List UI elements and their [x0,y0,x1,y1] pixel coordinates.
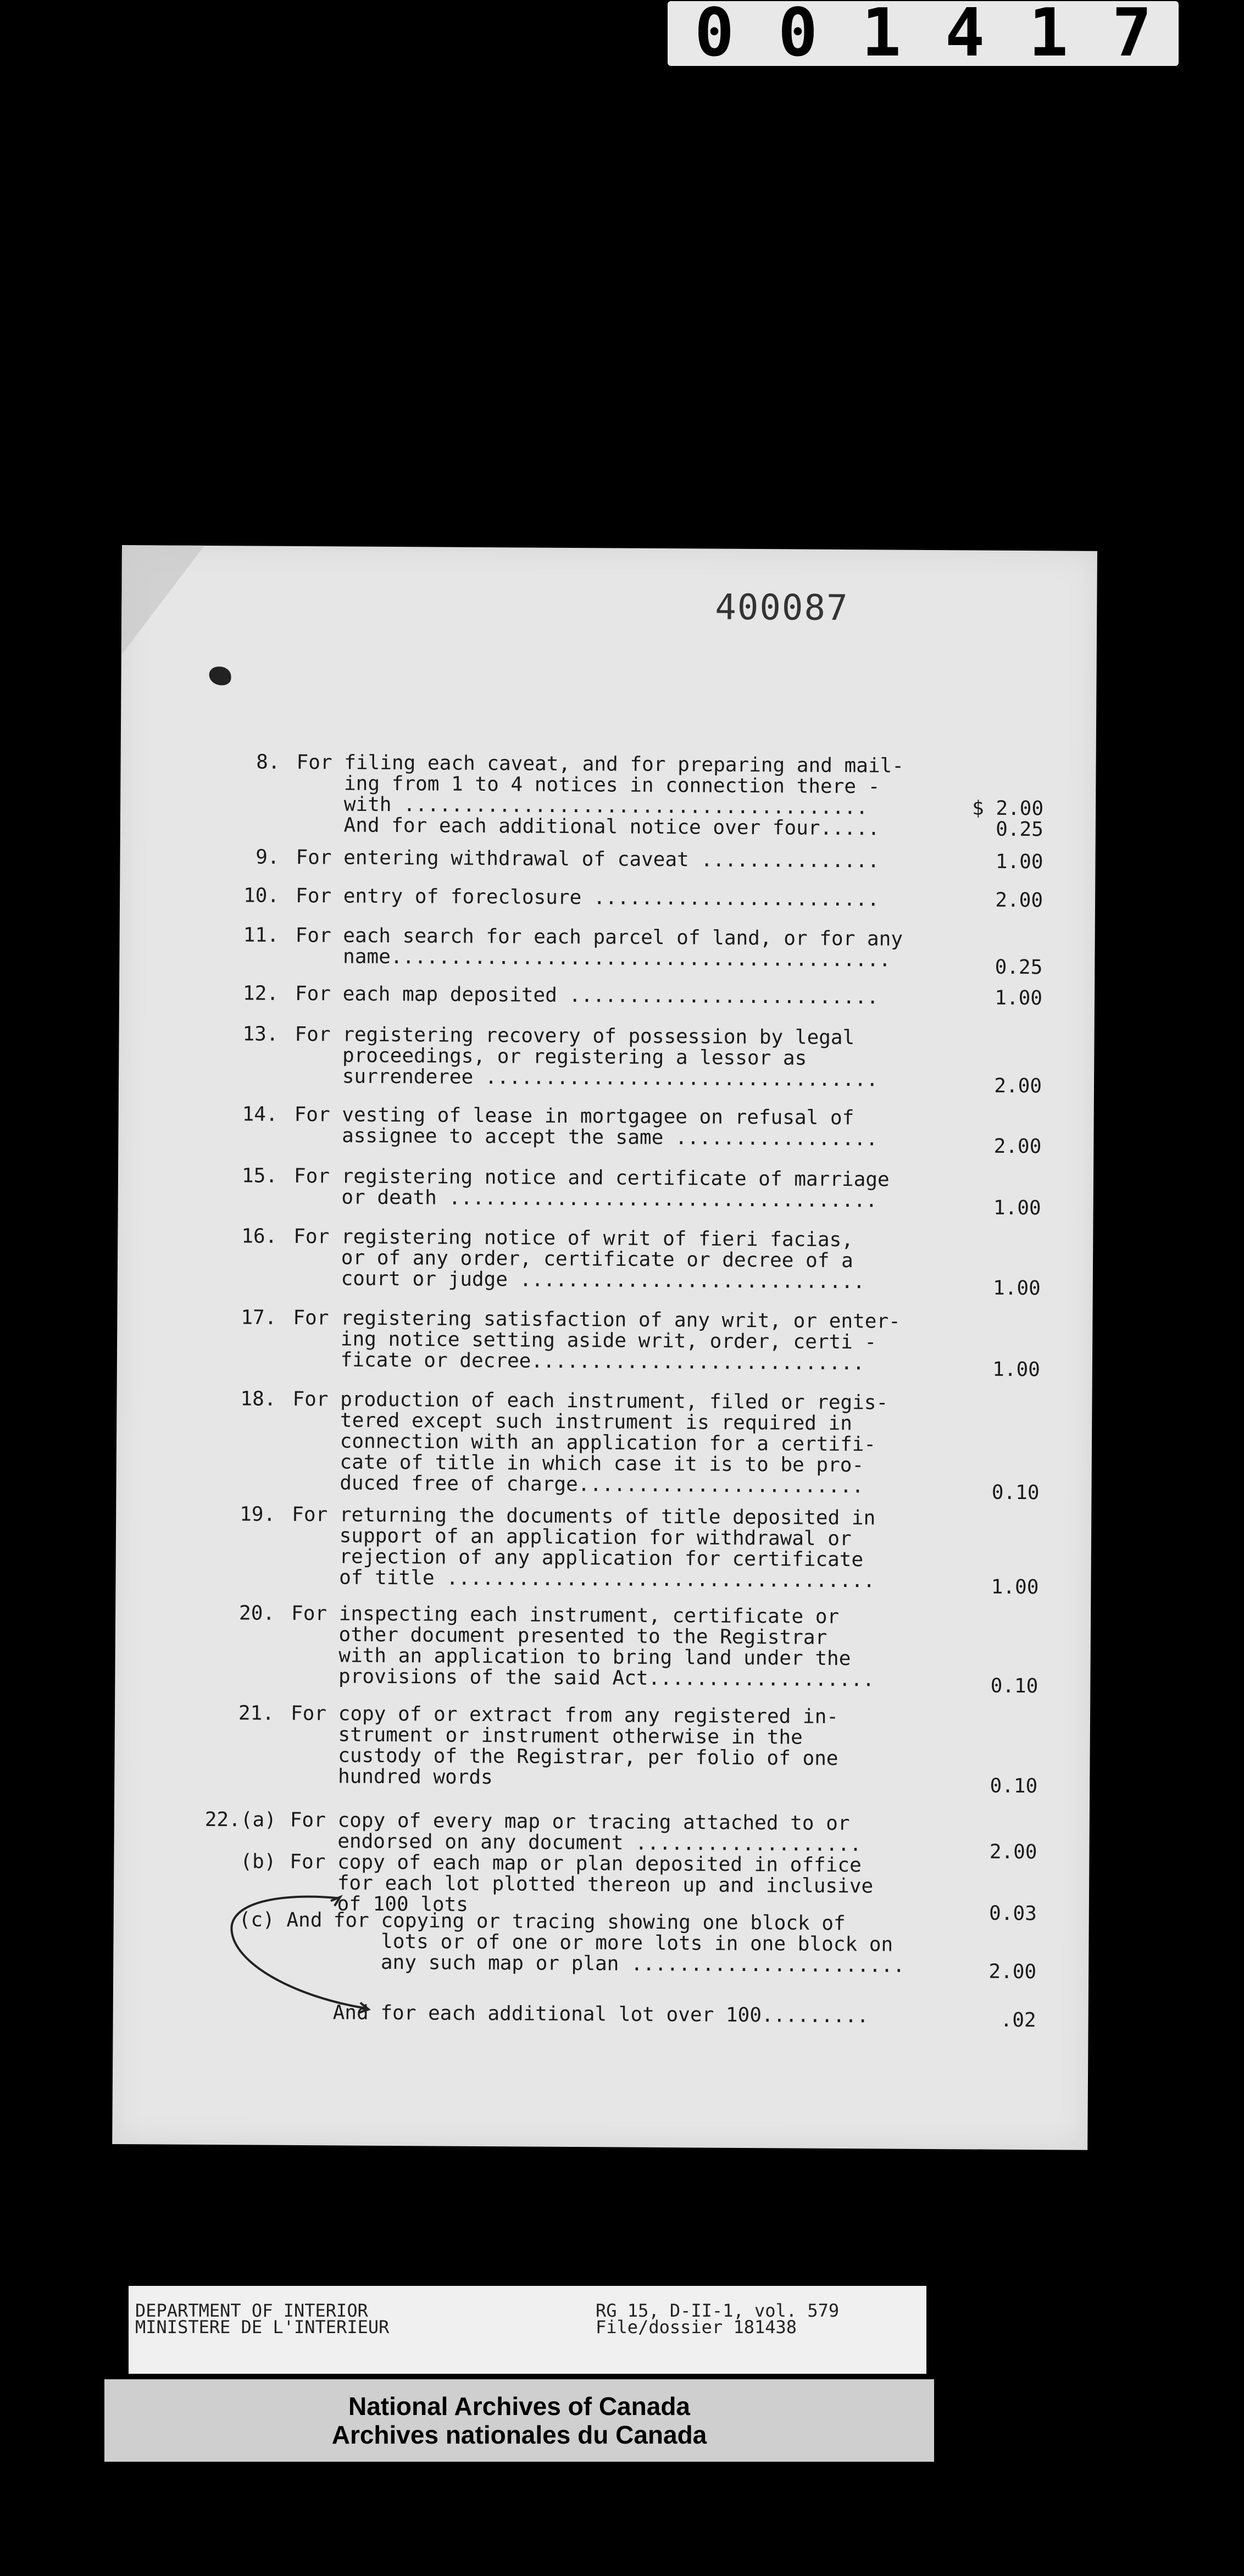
file-reference: RG 15, D-II-1, vol. 579 File/dossier 181438 [596,2300,840,2338]
entry-fee: 1.00 [992,1276,1041,1300]
sub-label: (c) And [238,1908,323,1932]
entry-line: or death .................................... [293,1185,878,1212]
fee-entry [116,1503,1091,1599]
fee-entry [117,1387,1092,1504]
entry-line: support of an application for withdrawal or [291,1524,852,1551]
entry-line: or of any order, certificate or decree of a [293,1246,853,1273]
entry-line: any such map or plan ....................... [333,1951,905,1977]
entry-line: other document presented to the Registrar [291,1623,828,1649]
entry-fee: 1.00 [991,1575,1039,1599]
entry-fee: $ 2.00 [971,797,1044,820]
entry-line: For filing each caveat, and for preparing and mail- [296,751,904,778]
entry-text [295,925,927,971]
archive-reference-label [129,2286,926,2374]
entry-line: cate of title in which case it is to be pro- [292,1450,864,1477]
entry-line: For production of each instrument, filed or regis- [292,1387,888,1414]
entry-number: 11. [243,924,279,947]
entry-number: 8. [256,751,280,774]
entry-line: For copy of or extract from any registered in- [290,1702,839,1729]
entry-text [295,1024,927,1091]
entry-fee: 2.00 [993,1135,1042,1158]
entry-line: provisions of the said Act................... [291,1664,875,1691]
entry-fee: 0.10 [991,1481,1040,1504]
fee-entry-22 [114,1808,1090,2032]
entry-fee: 0.03 [988,1902,1037,1925]
entry-fee: 0.10 [990,1774,1038,1798]
entry-line: For returning the documents of title deposited in [292,1503,876,1530]
entry-line: court or judge ............................. [293,1267,865,1293]
frame-digit: 0 [694,0,735,71]
entry-number: 19. [240,1503,276,1526]
fee-entry [118,1225,1093,1300]
fee-entry [115,1602,1091,1698]
entry-text [296,886,928,911]
entry-line: For entry of foreclosure ........................ [295,884,880,911]
entry-line: of 100 lots [289,1892,469,1916]
entry-number: 18. [240,1387,276,1411]
entry-line: rejection of any application for certificate [291,1545,864,1572]
entry-number: 21. [238,1702,275,1725]
entry-text [292,1389,924,1497]
entry-text [290,1703,923,1791]
entry-number: 15. [241,1164,278,1187]
entry-fee: .02 [1000,2008,1036,2032]
entry-line: ing notice setting aside writ, order, certi - [293,1327,877,1354]
banner-english: National Archives of Canada [348,2392,690,2420]
frame-digit: 1 [1028,0,1069,71]
entry-fee: 1.00 [993,1196,1041,1220]
fee-entry [120,884,1095,912]
entry-text [296,752,929,840]
entry-number: 13. [242,1023,279,1046]
fee-entry [119,982,1095,1010]
entry-line: And for each additional lot over 100......... [332,2001,869,2028]
entry-line: And for each additional notice over four..... [296,813,880,840]
frame-number [676,0,1170,71]
entry-line: For vesting of lease in mortgagee on refusal of [294,1103,854,1130]
entry-line: proceedings, or registering a lessor as [295,1043,807,1070]
entry-line: with an application to bring land under the [291,1644,851,1670]
fee-entry [115,1702,1090,1798]
fee-entry [118,1306,1093,1381]
entry-number: 17. [241,1306,277,1329]
entry-fee: 1.00 [992,1358,1040,1381]
entry-line: surrenderee ................................. [294,1064,879,1091]
entry-line: name.......................................... [295,945,891,971]
entry-line: connection with an application for a certifi- [292,1429,876,1456]
entry-fee: 2.00 [989,1840,1037,1864]
entry-line: ing from 1 to 4 notices in connection there - [296,771,880,798]
entry-text [290,1810,921,1856]
entry-fee: 2.00 [994,1074,1042,1098]
entry-text [290,1852,922,1918]
entry-number: 20. [238,1602,275,1625]
entry-line: lots or of one or more lots in one block on [333,1930,893,1956]
entry-number: 10. [243,884,280,907]
entry-text [294,1166,926,1212]
entry-line: duced free of charge........................ [292,1471,864,1498]
entry-line: hundred words [290,1764,493,1789]
entry-line: For registering notice and certificate of marriage [293,1164,890,1191]
frame-digit: 0 [778,0,818,71]
entry-fee: 0.25 [995,956,1043,979]
entry-fee: 2.00 [988,1960,1037,1984]
entry-text [293,1308,925,1374]
fee-entry [121,751,1096,841]
sub-label: (b) [240,1850,276,1873]
entry-line: tered except such instrument is required in [292,1408,853,1435]
fee-entry [119,1103,1094,1158]
entry-line: ficate or decree............................ [292,1348,865,1375]
entry-line: of title .................................... [291,1565,875,1592]
entry-line: For registering notice of writ of fieri facias, [293,1225,854,1252]
entry-text [294,1104,926,1150]
entry-line: endorsed on any document ................... [290,1829,862,1856]
entry-fee: 2.00 [995,889,1043,912]
fee-schedule [112,545,1097,2150]
entry-line: for copying or tracing showing one block of [333,1909,846,1935]
entry-text [295,984,927,1008]
entry-line: For each search for each parcel of land, or for any [295,924,903,951]
banner-french: Archives nationales du Canada [331,2420,707,2449]
entry-text [293,1226,926,1293]
fee-entry [120,846,1096,874]
fee-entry [120,924,1095,979]
frame-digit: 7 [1112,0,1152,71]
entry-number: 9. [256,846,280,869]
entry-line: with ....................................... [296,792,868,819]
frame-digit: 1 [861,0,902,71]
document-number: 400087 [715,587,849,629]
entry-line: custody of the Registrar, per folio of one [290,1744,838,1770]
entry-line: For copy of each map or plan deposited in office [290,1850,862,1877]
entry-fee: 1.00 [995,850,1043,874]
entry-line: For copy of every map or tracing attached to or [290,1808,850,1835]
entry-line: For inspecting each instrument, certificate or [291,1602,840,1629]
entry-line: For registering satisfaction of any writ, or enter- [293,1306,901,1333]
department-name: DEPARTMENT OF INTERIOR MINISTERE DE L'INTERIEUR [135,2300,390,2338]
entry-number: 22.(a) [204,1808,277,1831]
entry-line: strument or instrument otherwise in the [290,1723,803,1749]
fee-entry [118,1164,1093,1220]
archives-banner [104,2379,934,2462]
entry-line: For entering withdrawal of caveat ............... [296,846,880,873]
entry-number: 14. [242,1103,278,1126]
entry-text [333,1910,965,1977]
entry-line: for each lot plotted thereon up and inclusive [290,1871,874,1898]
entry-text [291,1504,924,1592]
frame-digit: 4 [945,0,985,71]
entry-fee: 0.10 [990,1674,1038,1698]
entry-number: 16. [241,1225,277,1248]
entry-text [291,1603,923,1691]
entry-fee: 0.25 [996,818,1043,841]
entry-line: For each map deposited .......................... [295,982,879,1009]
entry-text [296,847,928,872]
entry-line: For registering recovery of possession by legal [295,1023,855,1050]
entry-number: 12. [242,982,279,1005]
document-sheet [112,545,1097,2150]
entry-line: assignee to accept the same ................. [294,1124,878,1151]
entry-fee: 1.00 [995,986,1043,1010]
fee-entry [119,1023,1095,1098]
